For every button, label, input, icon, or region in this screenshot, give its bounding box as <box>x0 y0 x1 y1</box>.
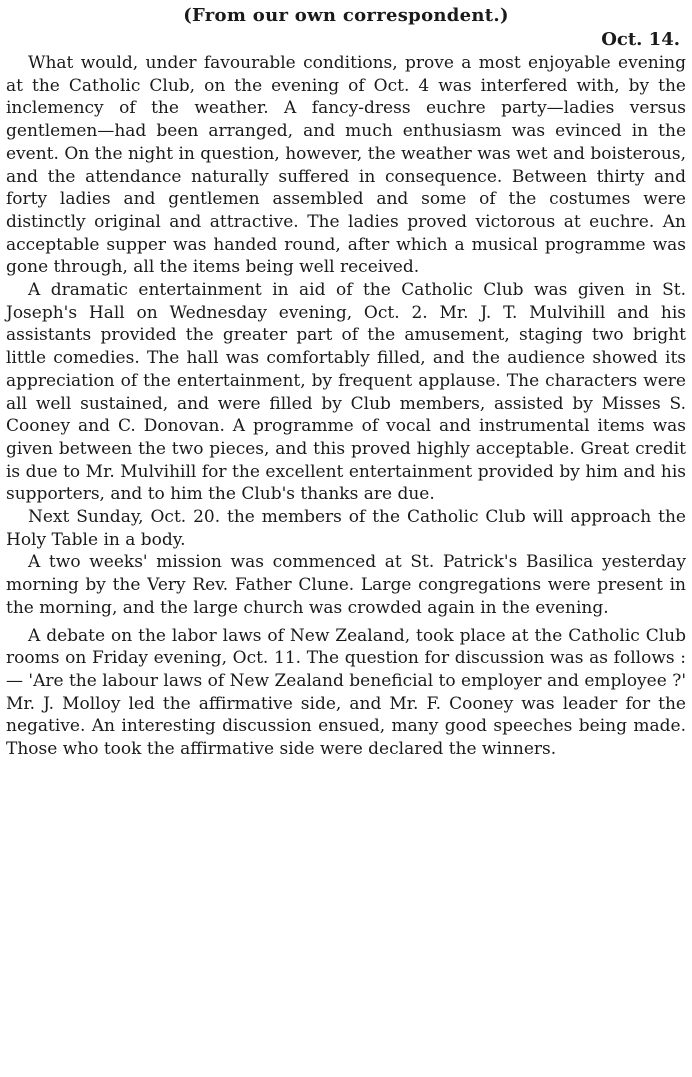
paragraph-holy-table: Next Sunday, Oct. 20. the members of the Catholic Club will approach the Holy Table in a body. <box>6 507 686 550</box>
paragraph-euchre-party: What would, under favourable conditions, prove a most enjoyable evening at the Catholic Club, on the evening of Oct. 4 was interfered with, by the inclemency of the weather. A fancy-dress euchre party—ladies versus gentlemen—had been arranged, and much enthusiasm was evinced in the event. On the night in question, however, the weather was wet and boisterous, and the attendance naturally suffered in consequence. Between thirty and forty ladies and gentlemen assembled and some of the costumes were distinctly original and attractive. The ladies proved victorous at euchre. An acceptable supper was handed round, after which a musical programme was gone through, all the items being well received. <box>6 53 686 278</box>
paragraph-labor-debate: A debate on the labor laws of New Zealand, took place at the Catholic Club rooms on Friday evening, Oct. 11. The question for discussion was as follows :— 'Are the labour laws of New Zealand beneficial to employer and employee ?' Mr. J. Molloy led the affirmative side, and Mr. F. Cooney was leader for the negative. An interesting discussion ensued, many good speeches being made. Those who took the affirmative side were declared the winners. <box>6 625 686 760</box>
paragraph-dramatic-entertainment: A dramatic entertainment in aid of the Catholic Club was given in St. Joseph's Hall on Wednesday evening, Oct. 2. Mr. J. T. Mulvihill and his assistants provided the greater part of the amusement, staging two bright little comedies. The hall was comfortably filled, and the audience showed its appreciation of the entertainment, by frequent applause. The characters were all well sustained, and were filled by Club members, assisted by Misses S. Cooney and C. Donovan. A programme of vocal and instrumental items was given between the two pieces, and this proved highly acceptable. Great credit is due to Mr. Mulvihill for the excellent entertainment provided by him and his supporters, and to him the Club's thanks are due. <box>6 280 686 505</box>
byline: (From our own correspondent.) <box>183 5 509 26</box>
newspaper-column <box>6 4 686 1073</box>
paragraph-mission: A two weeks' mission was commenced at St. Patrick's Basilica yesterday morning by the Very Rev. Father Clune. Large congregations were present in the morning, and the large church was crowded again in the evening. <box>6 552 686 618</box>
dateline: Oct. 14. <box>601 29 680 50</box>
